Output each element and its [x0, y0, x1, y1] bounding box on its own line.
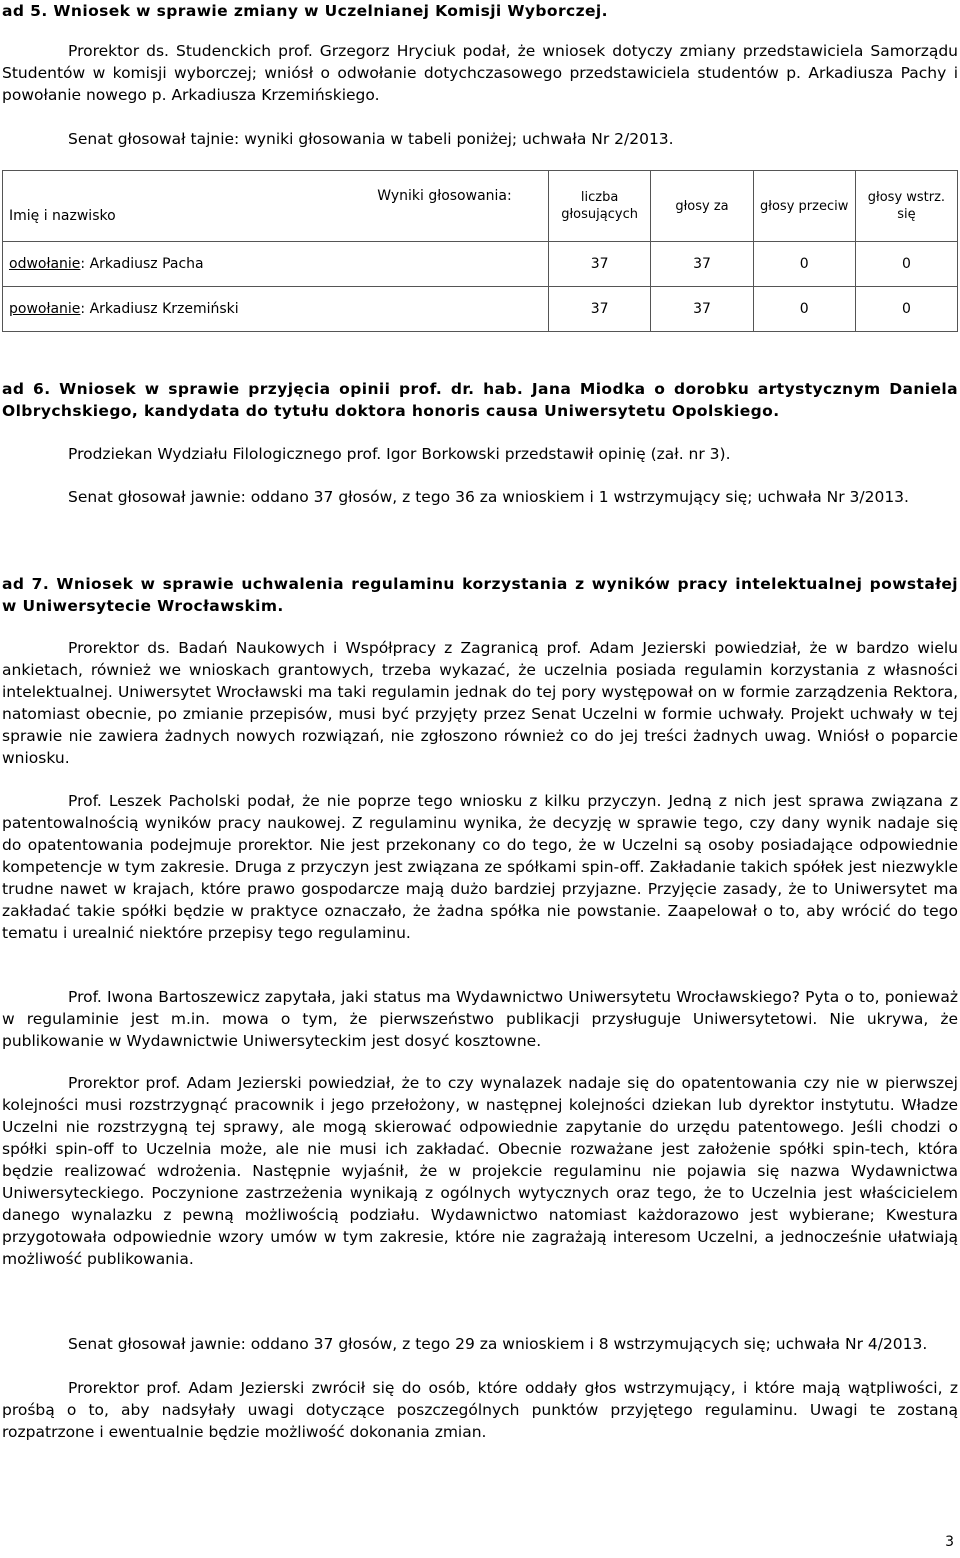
row-value-against: 0: [753, 242, 855, 287]
row-value-abstain: 0: [855, 242, 957, 287]
row-name: : Arkadiusz Krzemiński: [80, 301, 239, 317]
row-action: odwołanie: [9, 256, 81, 272]
ad7-paragraph-jezierski: Prorektor ds. Badań Naukowych i Współpracy z Zagranicą prof. Adam Jezierski powiedział, że w bardzo wielu ankietach, również we wnioskach grantowych, trzeba wykazać, że uczelnia posiada regulamin korzystania z własności intelektualnej. Uniwersytet Wrocławski ma taki regulamin jednak do tej pory występował on w formie zarządzenia Rektora, natomiast obecnie, po zmianie przepisów, musi być przyjęty przez Senat Uczelni w formie uchwały. Projekt uchwały w tej sprawie nie zawiera żadnych nowych rozwiązań, nie zgłoszono również co do jej treści żadnych uwag. Wniósł o poparcie wniosku.: [2, 639, 958, 767]
ad7-heading: ad 7. Wniosek w sprawie uchwalenia regulaminu korzystania z wyników pracy intelektualnej powstałej w Uniwersytecie Wrocławskim.: [2, 575, 958, 615]
ad6-paragraph-opinion: Prodziekan Wydziału Filologicznego prof. Igor Borkowski przedstawił opinię (zał. nr 3).: [68, 445, 731, 463]
ad6-heading: ad 6. Wniosek w sprawie przyjęcia opinii prof. dr. hab. Jana Miodka o dorobku artystycznym Daniela Olbrychskiego, kandydata do tytułu doktora honoris causa Uniwersytetu Opolskiego.: [2, 380, 958, 420]
header-col-abstain: głosy wstrz. się: [855, 171, 957, 242]
row-action: powołanie: [9, 301, 81, 317]
ad7-paragraph-closing: Prorektor prof. Adam Jezierski zwrócił się do osób, które oddały głos wstrzymujący, i które mają wątpliwości, z prośbą o to, aby nadsyłały uwagi dotyczące poszczególnych punktów przyjętego regulaminu. Uwagi te zostaną rozpatrzone i ewentualnie będzie możliwość dokonania zmian.: [2, 1379, 958, 1441]
header-col-voters: liczba głosujących: [548, 171, 651, 242]
page-number: 3: [945, 1534, 954, 1550]
header-col-against: głosy przeciw: [753, 171, 855, 242]
row-name-cell: [3, 242, 549, 287]
table-header-row: [3, 171, 958, 242]
row-value-for: 37: [651, 242, 753, 287]
row-value-abstain: 0: [855, 287, 957, 332]
row-name: : Arkadiusz Pacha: [80, 256, 204, 272]
header-name-cell: [3, 171, 549, 242]
row-name-cell: [3, 287, 549, 332]
table-row: [3, 242, 958, 287]
row-value-voters: 37: [548, 287, 651, 332]
ad6-senat-vote: Senat głosował jawnie: oddano 37 głosów, z tego 36 za wnioskiem i 1 wstrzymujący się; uchwała Nr 3/2013.: [68, 488, 909, 506]
ad5-senat-vote: Senat głosował tajnie: wyniki głosowania w tabeli poniżej; uchwała Nr 2/2013.: [68, 130, 674, 148]
ad5-heading: ad 5. Wniosek w sprawie zmiany w Uczelnianej Komisji Wyborczej.: [2, 2, 608, 20]
row-value-against: 0: [753, 287, 855, 332]
header-name-label: Imię i nazwisko: [9, 208, 116, 224]
header-col-for: głosy za: [651, 171, 753, 242]
ad7-paragraph-jezierski-reply: Prorektor prof. Adam Jezierski powiedział, że to czy wynalazek nadaje się do opatentowania czy nie w pierwszej kolejności musi rozstrzygnąć pracownik i jego przełożony, w następnej kolejności dziekan lub dyrektor instytutu. Władze Uczelni nie rozstrzygną tej sprawy, ale mogą skierować odpowiednie zapytanie do urzędu patentowego. Jeśli chodzi o spółki spin-off to Uczelnia może, ale nie musi ich zakładać. Obecnie rozważane jest założenie spółki spin-tech, która będzie realizować wdrożenia. Następnie wyjaśnił, że w projekcie regulaminu nie pojawia się nazwa Wydawnictwa Uniwersyteckiego. Poczynione zastrzeżenia wynikają z ogólnych wytycznych oraz tego, że to Uczelnia jest właścicielem danego wynalazku z pewną możliwością podziału. Wydawnictwo natomiast każdorazowo jest wybierane; Kwestura przygotowała odpowiednie wzory umów w tym zakresie, które nie zagrażają interesom Uczelni, a jednocześnie ułatwiają możliwość publikowania.: [2, 1074, 958, 1268]
table-row: [3, 287, 958, 332]
voting-results-table: [2, 170, 958, 332]
ad7-senat-vote: Senat głosował jawnie: oddano 37 głosów, z tego 29 za wnioskiem i 8 wstrzymujących się; uchwała Nr 4/2013.: [68, 1335, 928, 1353]
header-results-label: Wyniki głosowania:: [377, 188, 512, 204]
ad7-paragraph-pacholski: Prof. Leszek Pacholski podał, że nie poprze tego wniosku z kilku przyczyn. Jedną z nich jest sprawa związana z patentowalnością wyników pracy naukowej. Z regulaminu wynika, że decyzję w sprawie tego, czy dany wynik nadaje się do opatentowania podejmuje prorektor. Nie jest przekonany co do tego, że w Uczelni są osoby posiadające odpowiednie kompetencje w tym zakresie. Druga z przyczyn jest związana ze spółkami spin-off. Zakładanie takich spółek jest niezwykle trudne nawet w krajach, które prawo gospodarcze mają dużo bardziej przyjazne. Przyjęcie zasady, że to Uniwersytet ma zakładać takie spółki będzie w praktyce oznaczało, że żadna spółka nie powstanie. Zaapelował o to, aby wrócić do tego tematu i urealnić niektóre przepisy tego regulaminu.: [2, 792, 958, 942]
ad5-paragraph: Prorektor ds. Studenckich prof. Grzegorz Hryciuk podał, że wniosek dotyczy zmiany przedstawiciela Samorządu Studentów w komisji wyborczej; wniósł o odwołanie dotychczasowego przedstawiciela studentów p. Arkadiusza Pachy i powołanie nowego p. Arkadiusza Krzemińskiego.: [2, 42, 958, 104]
row-value-for: 37: [651, 287, 753, 332]
row-value-voters: 37: [548, 242, 651, 287]
ad7-paragraph-bartoszewicz: Prof. Iwona Bartoszewicz zapytała, jaki status ma Wydawnictwo Uniwersytetu Wrocławskiego? Pyta o to, ponieważ w regulaminie jest m.in. mowa o tym, że pierwszeństwo publikacji przysługuje Uniwersytetowi. Nie ukrywa, że publikowanie w Wydawnictwie Uniwersyteckim jest dosyć kosztowne.: [2, 988, 958, 1050]
